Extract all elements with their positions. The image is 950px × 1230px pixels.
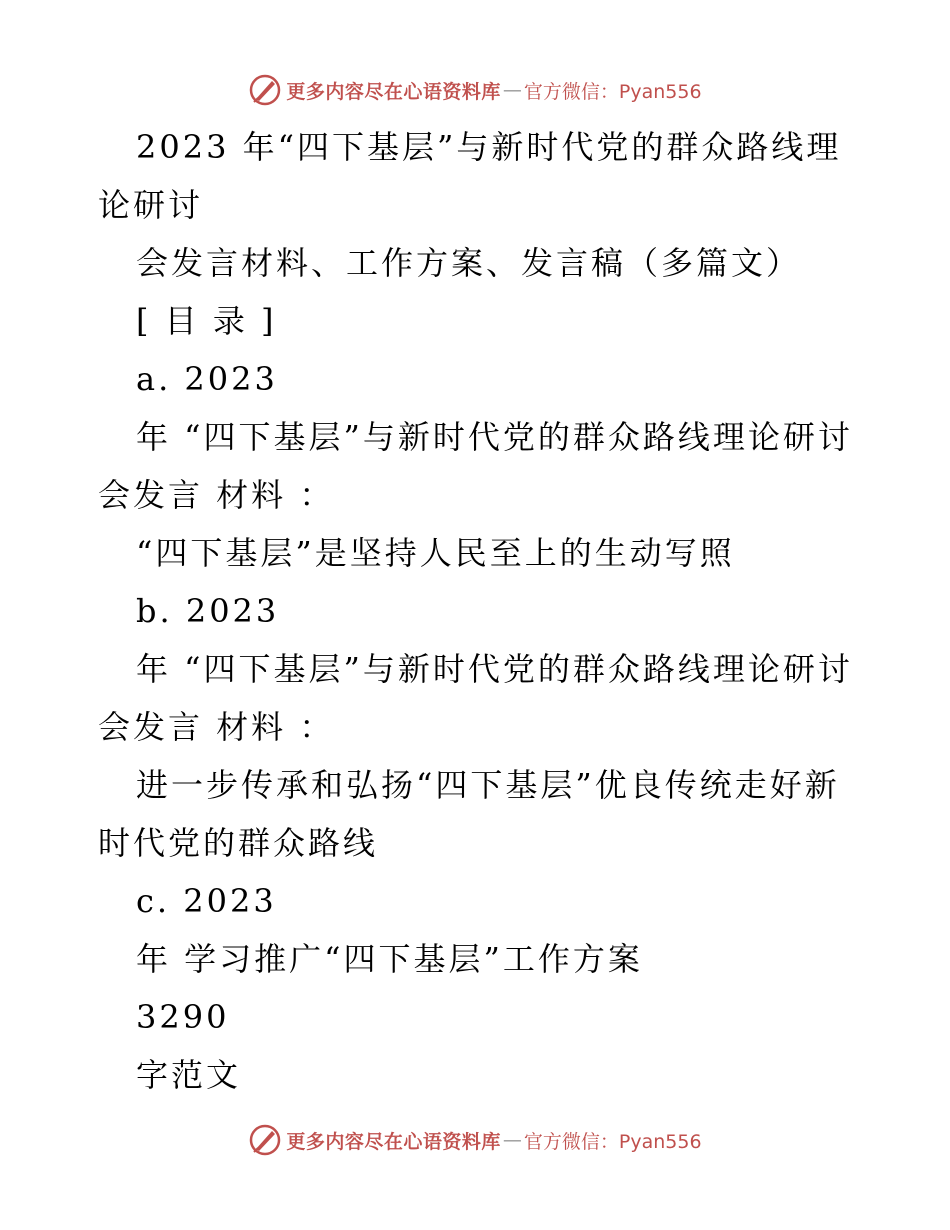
toc-item-b-title: 年 “四下基层”与新时代党的群众路线理论研讨会发言 材料 ： <box>98 650 853 746</box>
toc-item-b-subtitle: 进一步传承和弘扬“四下基层”优良传统走好新时代党的群众路线 <box>98 766 840 862</box>
watermark-wechat: 官方微信：Pyan556 <box>523 80 702 103</box>
toc-item-a-label: a. 2023 <box>136 360 278 398</box>
toc-heading: [ 目 录 ] <box>136 302 277 340</box>
watermark-footer <box>0 1120 950 1160</box>
quill-logo-icon <box>248 1123 282 1157</box>
toc-item-c-wordcount: 3290 <box>136 998 230 1036</box>
toc-item-c-suffix: 字范文 <box>136 1056 242 1094</box>
watermark-slogan: 更多内容尽在心语资料库 <box>286 1130 501 1153</box>
watermark-wechat: 官方微信：Pyan556 <box>523 1130 702 1153</box>
watermark-dash: — <box>502 1129 522 1151</box>
watermark-header <box>0 70 950 110</box>
watermark-dash: — <box>502 79 522 101</box>
doc-title-line-1: 2023 年“四下基层”与新时代党的群众路线理论研讨 <box>98 128 842 224</box>
toc-item-b-label: b. 2023 <box>136 592 280 630</box>
toc-item-a-title: 年 “四下基层”与新时代党的群众路线理论研讨会发言 材料 ： <box>98 418 853 514</box>
document-body <box>98 118 858 1104</box>
watermark-slogan: 更多内容尽在心语资料库 <box>286 80 501 103</box>
quill-logo-icon <box>248 73 282 107</box>
doc-title-line-2: 会发言材料、工作方案、发言稿（多篇文） <box>136 244 802 282</box>
toc-item-c-title: 年 学习推广“四下基层”工作方案 <box>136 940 643 978</box>
toc-item-c-label: c. 2023 <box>136 882 277 920</box>
toc-item-a-subtitle: “四下基层”是坚持人民至上的生动写照 <box>136 534 735 572</box>
